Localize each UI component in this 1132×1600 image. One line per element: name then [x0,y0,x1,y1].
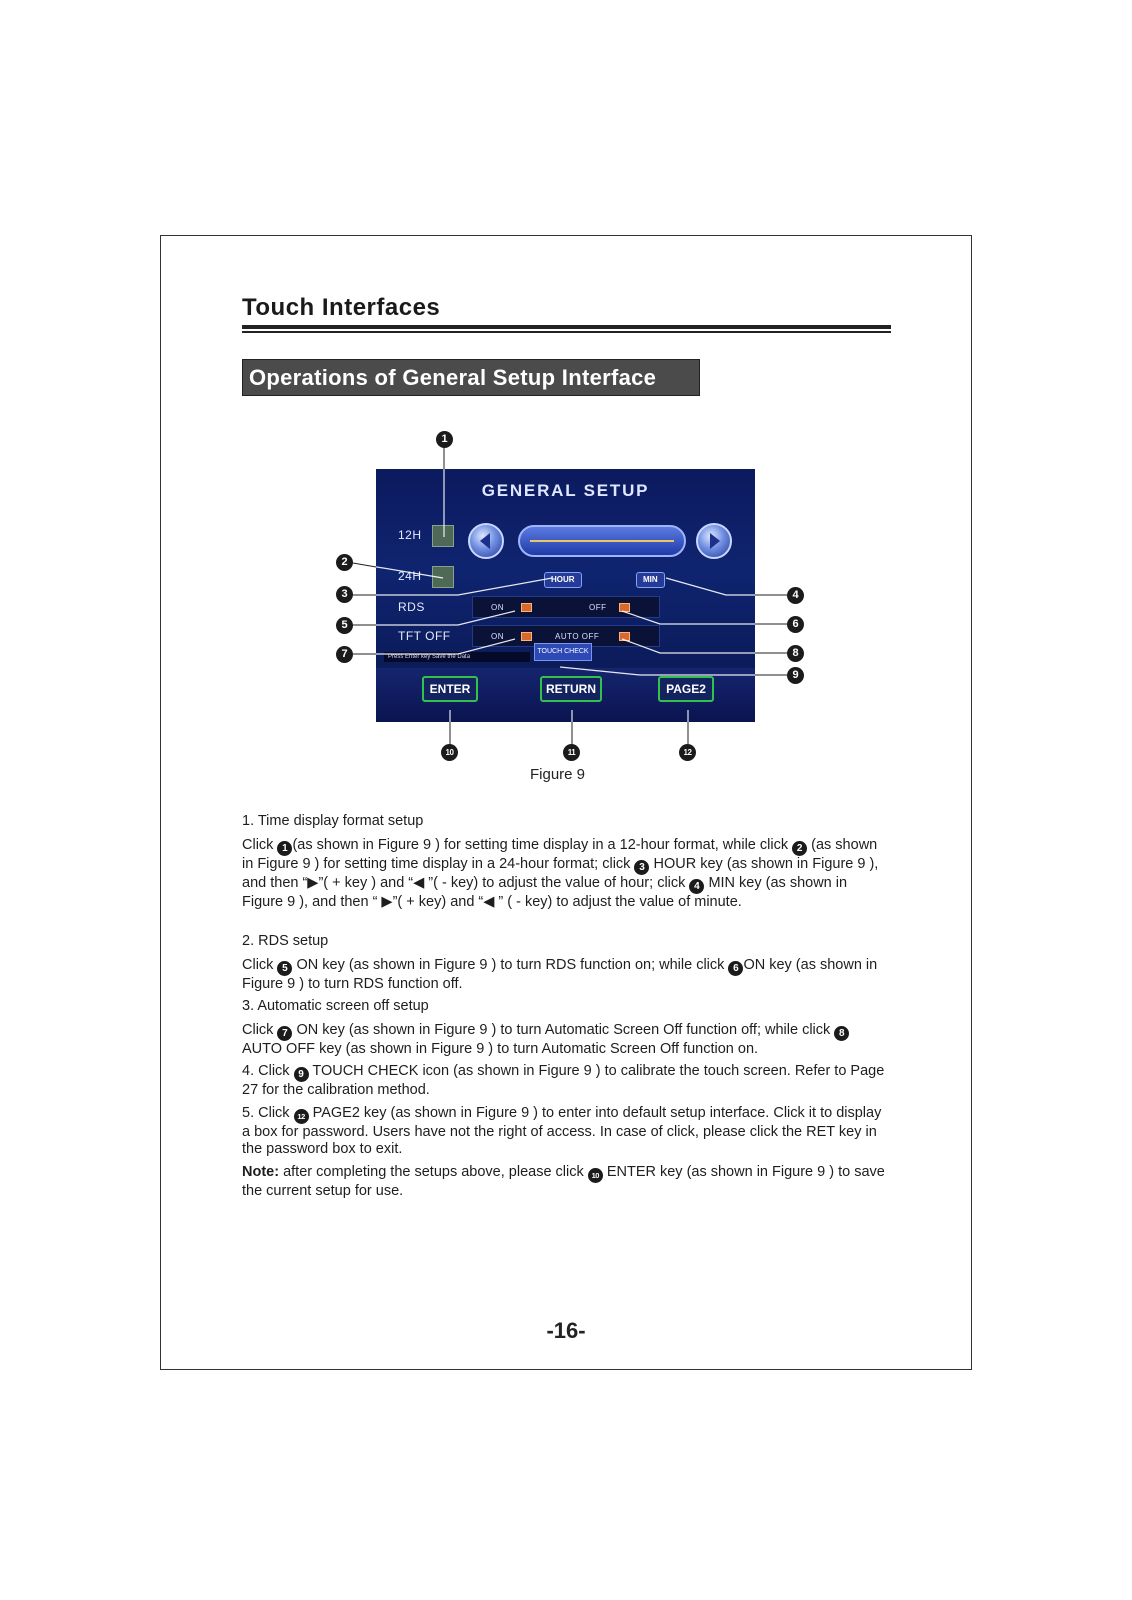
figure-caption: Figure 9 [530,766,586,783]
label-tft-off: TFT OFF [398,629,451,643]
callout-11: 11 [563,744,580,761]
callout-ref-6: 6 [728,961,743,976]
callout-ref-1: 1 [277,841,292,856]
callout-1: 1 [436,431,453,448]
s1-text-d: HOUR key (as shown in Figure 9 ), and then “▶”( + key ) and “◀ ”( - key) to adjust the value of hour; click [242,856,879,891]
callout-10: 10 [441,744,458,761]
s5-text-b: PAGE2 key (as shown in Figure 9 ) to enter into default setup interface. Click it to display a box for password. Users have not the right of access. In case of click, please click the RET key in the password box to exit. [242,1105,882,1158]
note-label: Note: [242,1164,280,1180]
s2-text-a: Click [242,957,274,973]
tft-on-label: ON [491,632,504,641]
section-3-title: 3. Automatic screen off setup [242,998,429,1014]
note-paragraph [242,1164,892,1200]
callout-ref-12: 12 [294,1109,309,1124]
callout-ref-3: 3 [634,860,649,875]
press-enter-hint: Press Enter key Save the Data [384,652,530,662]
section-1-title: 1. Time display format setup [242,813,424,829]
rds-on-label: ON [491,603,504,612]
callout-ref-4: 4 [689,879,704,894]
page2-button[interactable]: PAGE2 [658,676,714,702]
section-2-paragraph [242,957,892,993]
s1-text-c: (as shown in Figure 9 ) for setting time display in a 24-hour format; click [242,837,878,872]
callout-ref-5: 5 [277,961,292,976]
label-24h: 24H [398,569,422,583]
callout-5: 5 [336,617,353,634]
page-heading: Touch Interfaces [242,294,441,321]
page-number: -16- [546,1318,586,1343]
s4-text-a: 4. Click [242,1063,290,1079]
s2-text-c: ON key (as shown in Figure 9 ) to turn RDS function off. [242,957,878,992]
min-button[interactable]: MIN [636,572,665,588]
enter-button[interactable]: ENTER [422,676,478,702]
s5-text-a: 5. Click [242,1105,290,1121]
label-rds: RDS [398,600,425,614]
s1-text-a: Click [242,837,274,853]
callout-6: 6 [787,616,804,633]
hour-button[interactable]: HOUR [544,572,582,588]
s3-text-c: AUTO OFF key (as shown in Figure 9 ) to turn Automatic Screen Off function on. [242,1041,759,1057]
callout-2: 2 [336,554,353,571]
s3-text-a: Click [242,1022,274,1038]
callout-8: 8 [787,645,804,662]
callout-ref-10: 10 [588,1168,603,1183]
section-4-paragraph [242,1063,892,1099]
callout-ref-9: 9 [294,1067,309,1082]
note-text-a: after completing the setups above, please click [283,1164,584,1180]
callout-ref-2: 2 [792,841,807,856]
note-text-b: ENTER key (as shown in Figure 9 ) to save the current setup for use. [242,1164,885,1199]
callout-ref-7: 7 [277,1026,292,1041]
tft-auto-off-label: AUTO OFF [555,632,600,641]
callout-3: 3 [336,586,353,603]
callout-7: 7 [336,646,353,663]
callout-4: 4 [787,587,804,604]
section-banner: Operations of General Setup Interface [242,359,700,396]
s4-text-b: TOUCH CHECK icon (as shown in Figure 9 ) to calibrate the touch screen. Refer to Page 27 for the calibration method. [242,1063,885,1098]
s1-text-b: (as shown in Figure 9 ) for setting time display in a 12-hour format, while click [292,837,789,853]
s1-text-e: MIN key (as shown in Figure 9 ), and then “ ▶”( + key) and “◀ ” ( - key) to adjust the value of minute. [242,875,848,910]
section-3-paragraph [242,1022,892,1058]
rds-off-label: OFF [589,603,607,612]
s2-text-b: ON key (as shown in Figure 9 ) to turn RDS function on; while click [296,957,725,973]
screen-title: GENERAL SETUP [481,481,650,500]
section-5-paragraph [242,1105,892,1158]
section-2-title: 2. RDS setup [242,933,329,949]
label-12h: 12H [398,528,422,542]
callout-12: 12 [679,744,696,761]
callout-ref-8: 8 [834,1026,849,1041]
touch-check-button[interactable]: TOUCH CHECK [534,643,592,661]
return-button[interactable]: RETURN [540,676,602,702]
section-1-paragraph [242,837,892,911]
callout-9: 9 [787,667,804,684]
s3-text-b: ON key (as shown in Figure 9 ) to turn Automatic Screen Off function off; while click [296,1022,831,1038]
